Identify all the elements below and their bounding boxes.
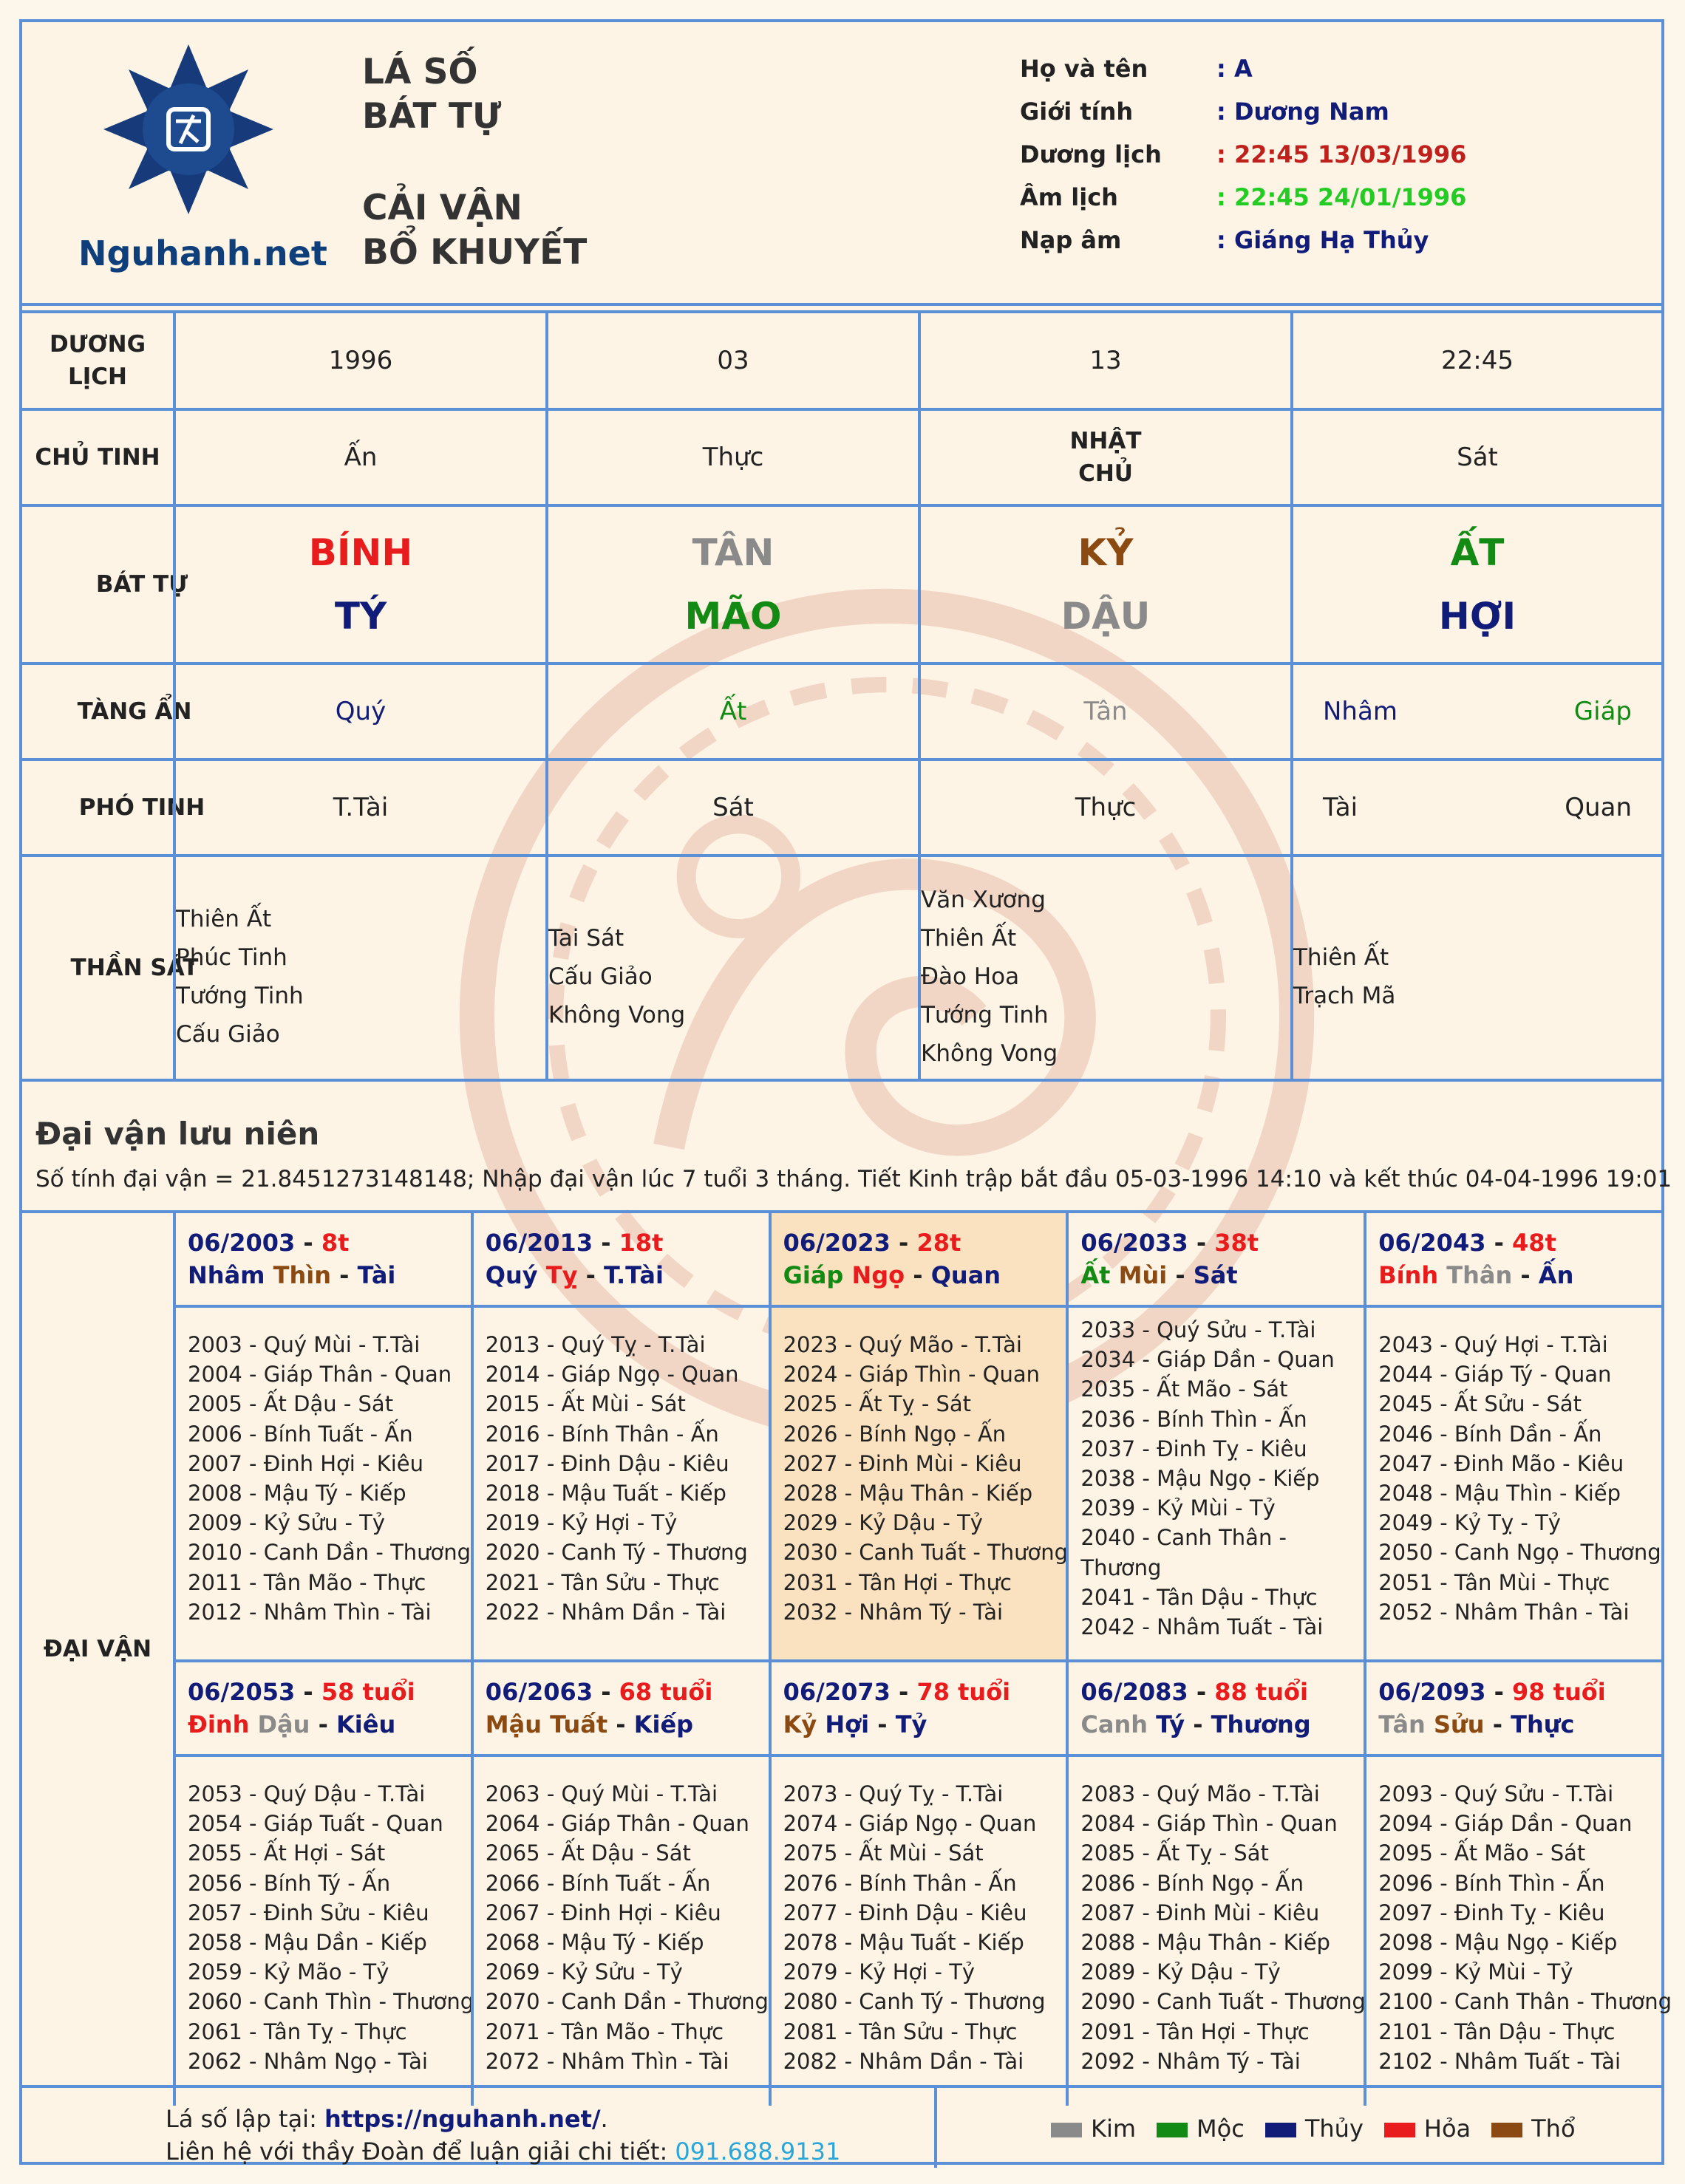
- year-entry: 2020 - Canh Tý - Thương: [485, 1540, 748, 1566]
- spirit-star: Tướng Tinh: [921, 1002, 1049, 1028]
- month-pillar-cell: 03: [545, 313, 918, 408]
- sub-star: Tài: [1323, 793, 1358, 822]
- spirit-star: Tướng Tinh: [176, 983, 304, 1009]
- year-entry: 2082 - Nhâm Dần - Tài: [783, 2048, 1024, 2074]
- dai-van-period: [769, 1213, 1069, 1659]
- period-god: Tài: [357, 1261, 396, 1289]
- year-entry: 2033 - Quý Sửu - T.Tài: [1080, 1317, 1316, 1342]
- period-date: 06/2073: [783, 1678, 891, 1706]
- spirit-star: Tai Sát: [548, 925, 624, 952]
- row-duong-lich: [22, 313, 1661, 411]
- spirit-star: Không Vong: [921, 1040, 1058, 1067]
- sub-star: Quan: [1565, 793, 1632, 822]
- period-age: 58 tuổi: [321, 1678, 415, 1706]
- info-value: : 22:45 24/01/1996: [1216, 183, 1467, 211]
- year-entry: 2024 - Giáp Thìn - Quan: [783, 1362, 1041, 1388]
- year-entry: 2062 - Nhâm Ngọ - Tài: [188, 2048, 428, 2074]
- year-entry: 2034 - Giáp Dần - Quan: [1080, 1347, 1335, 1373]
- year-entry: 2087 - Đinh Mùi - Kiêu: [1080, 1900, 1320, 1925]
- hidden-stem: Giáp: [1573, 697, 1632, 726]
- hidden-stem-cell: Tân: [918, 665, 1290, 758]
- year-entry: 2092 - Nhâm Tý - Tài: [1080, 2048, 1301, 2074]
- year-entry: 2040 - Canh Thân -: [1080, 1525, 1287, 1551]
- year-entry: 2013 - Quý Tỵ - T.Tài: [485, 1332, 706, 1357]
- hour-pillar-cell: 22:45: [1290, 313, 1661, 408]
- tho-swatch-icon: [1491, 2123, 1522, 2137]
- legend-label: Thủy: [1304, 2115, 1364, 2143]
- day-pillar-chars: [918, 507, 1290, 662]
- year-entry: 2089 - Kỷ Dậu - Tỷ: [1080, 1959, 1281, 1985]
- year-entry: 2014 - Giáp Ngọ - Quan: [485, 1362, 739, 1388]
- divider: [22, 1079, 1661, 1082]
- year-entry: 2003 - Quý Mùi - T.Tài: [188, 1332, 421, 1357]
- year-entry: 2007 - Đinh Hợi - Kiêu: [188, 1450, 424, 1476]
- year-entry: 2005 - Ất Dậu - Sát: [188, 1391, 394, 1417]
- year-entry: 2079 - Kỷ Hợi - Tỷ: [783, 1959, 976, 1985]
- spirit-star: Thiên Ất: [176, 906, 272, 932]
- period-header: 06/2083 - 88 tuổi Canh Tý - Thương: [1069, 1662, 1364, 1757]
- legend-label: Thổ: [1531, 2115, 1576, 2143]
- period-date: 06/2043: [1378, 1229, 1486, 1257]
- year-entry: 2032 - Nhâm Tý - Tài: [783, 1599, 1004, 1625]
- row-bat-tu: [22, 507, 1661, 665]
- hidden-stem-cell: Ất: [545, 665, 918, 758]
- period-god: Quan: [930, 1261, 1001, 1289]
- period-god: Kiêu: [336, 1710, 396, 1738]
- year-entry: 2037 - Đinh Tỵ - Kiêu: [1080, 1436, 1307, 1461]
- period-years: [486, 1330, 748, 1627]
- spirit-star: Phúc Tinh: [176, 944, 287, 971]
- footer-divider: [934, 2088, 937, 2168]
- period-age: 28t: [916, 1229, 961, 1257]
- period-branch: Hợi: [825, 1710, 870, 1738]
- year-entry: 2088 - Mậu Thân - Kiếp: [1080, 1930, 1330, 1956]
- period-years: [1080, 1779, 1365, 2076]
- year-entry: 2072 - Nhâm Thìn - Tài: [485, 2048, 729, 2074]
- year-entry: Thương: [1080, 1555, 1162, 1580]
- year-entry: 2029 - Kỷ Dậu - Tỷ: [783, 1510, 983, 1536]
- legend-item-hoa: [1384, 2115, 1471, 2143]
- period-age: 68 tuổi: [619, 1678, 713, 1706]
- period-date: 06/2013: [485, 1229, 593, 1257]
- period-years: [486, 1779, 769, 2076]
- title-line-4: BỔ KHUYẾT: [362, 232, 588, 273]
- info-label: Giới tính: [1020, 98, 1134, 126]
- year-entry: 2056 - Bính Tý - Ấn: [188, 1870, 391, 1896]
- row-label: TÀNG ẨN: [77, 698, 192, 725]
- year-entry: 2015 - Ất Mùi - Sát: [485, 1391, 686, 1417]
- main-star-cell: Sát: [1290, 411, 1661, 504]
- year-entry: 2047 - Đinh Mão - Kiêu: [1378, 1450, 1624, 1476]
- dai-van-period: [173, 1662, 474, 2106]
- row-label: CHỦ TINH: [35, 444, 160, 471]
- year-entry: 2097 - Đinh Tỵ - Kiêu: [1378, 1900, 1605, 1925]
- period-date: 06/2083: [1080, 1678, 1188, 1706]
- year-entry: 2028 - Mậu Thân - Kiếp: [783, 1481, 1033, 1506]
- earthly-branch: TÝ: [334, 595, 387, 638]
- year-entry: 2036 - Bính Thìn - Ấn: [1080, 1406, 1307, 1432]
- title-line-2: BÁT TỰ: [362, 96, 502, 137]
- year-entry: 2006 - Bính Tuất - Ấn: [188, 1421, 413, 1447]
- dai-van-period: [1066, 1213, 1364, 1659]
- row-chu-tinh: [22, 411, 1661, 507]
- legend-item-tho: [1491, 2115, 1575, 2143]
- sub-star-cell: Sát: [545, 761, 918, 854]
- dai-van-period: [471, 1213, 769, 1659]
- day-pillar-cell: 13: [918, 313, 1290, 408]
- dai-van-period: [769, 1662, 1066, 2106]
- period-header: 06/2073 - 78 tuổi Kỷ Hợi - Tỷ: [772, 1662, 1066, 1757]
- year-entry: 2030 - Canh Tuất - Thương: [783, 1540, 1069, 1566]
- period-stem: Giáp: [783, 1261, 844, 1289]
- year-pillar-cell: 1996: [173, 313, 545, 408]
- sub-star-cell: Thực: [918, 761, 1290, 854]
- period-date: 06/2023: [783, 1229, 891, 1257]
- year-entry: 2031 - Tân Hợi - Thực: [783, 1569, 1012, 1595]
- row-label: DƯƠNG LỊCH: [49, 331, 146, 390]
- moc-swatch-icon: [1157, 2123, 1188, 2137]
- row-label: THẦN SÁT: [70, 955, 199, 981]
- year-entry: 2019 - Kỷ Hợi - Tỷ: [485, 1510, 678, 1536]
- year-entry: 2076 - Bính Thân - Ấn: [783, 1870, 1017, 1896]
- period-age: 78 tuổi: [916, 1678, 1011, 1706]
- period-years: [783, 1779, 1046, 2076]
- year-entry: 2022 - Nhâm Dần - Tài: [485, 1599, 726, 1625]
- year-entry: 2049 - Kỷ Tỵ - Tỷ: [1378, 1510, 1561, 1536]
- dai-van-period: [1066, 1662, 1364, 2106]
- year-entry: 2004 - Giáp Thân - Quan: [188, 1362, 452, 1388]
- title-line-3: CẢI VẬN: [362, 188, 522, 228]
- site-link[interactable]: https://nguhanh.net/: [324, 2105, 601, 2133]
- element-legend: [1051, 2115, 1576, 2143]
- phone-link[interactable]: 091.688.9131: [675, 2137, 841, 2166]
- year-entry: 2065 - Ất Dậu - Sát: [485, 1840, 691, 1866]
- year-entry: 2027 - Đinh Mùi - Kiêu: [783, 1450, 1022, 1476]
- period-years: [1080, 1315, 1334, 1642]
- year-entry: 2042 - Nhâm Tuất - Tài: [1080, 1614, 1324, 1640]
- dai-van-period: [1364, 1662, 1672, 2106]
- period-years: [1378, 1330, 1661, 1627]
- year-entry: 2073 - Quý Tỵ - T.Tài: [783, 1781, 1004, 1806]
- period-stem: Kỷ: [783, 1710, 817, 1738]
- info-value: : Giáng Hạ Thủy: [1216, 226, 1429, 254]
- kim-swatch-icon: [1051, 2123, 1082, 2137]
- period-stem: Nhâm: [188, 1261, 265, 1289]
- year-entry: 2017 - Đinh Dậu - Kiêu: [485, 1450, 729, 1476]
- period-branch: Tỵ: [545, 1261, 578, 1289]
- year-entry: 2083 - Quý Mão - T.Tài: [1080, 1781, 1320, 1806]
- spirit-star: Trạch Mã: [1293, 983, 1396, 1009]
- main-star-cell: Thực: [545, 411, 918, 504]
- period-branch: Tý: [1156, 1710, 1185, 1738]
- info-label: Âm lịch: [1020, 183, 1118, 211]
- year-entry: 2071 - Tân Mão - Thực: [485, 2019, 724, 2044]
- period-god: T.Tài: [604, 1261, 664, 1289]
- footer-text: [166, 2103, 840, 2168]
- year-entry: 2098 - Mậu Ngọ - Kiếp: [1378, 1930, 1618, 1956]
- year-entry: 2060 - Canh Thìn - Thương: [188, 1989, 474, 2015]
- period-stem: Ất: [1080, 1261, 1111, 1289]
- year-entry: 2043 - Quý Hợi - T.Tài: [1378, 1332, 1608, 1357]
- period-header: 06/2013 - 18t Quý Tỵ - T.Tài: [474, 1213, 769, 1308]
- site-name: Nguhanh.net: [78, 233, 327, 273]
- year-entry: 2094 - Giáp Dần - Quan: [1378, 1811, 1633, 1837]
- sub-star-cell: [1290, 761, 1661, 854]
- row-than-sat: [22, 857, 1661, 1079]
- footer: [22, 2088, 1661, 2168]
- day-master-cell: NHẬT CHỦ: [918, 411, 1290, 504]
- year-entry: 2085 - Ất Tỵ - Sát: [1080, 1840, 1269, 1866]
- year-entry: 2050 - Canh Ngọ - Thương: [1378, 1540, 1661, 1566]
- dai-van-period: [173, 1213, 471, 1659]
- info-value: : A: [1216, 55, 1253, 83]
- year-entry: 2077 - Đinh Dậu - Kiêu: [783, 1900, 1027, 1925]
- year-entry: 2064 - Giáp Thân - Quan: [485, 1811, 749, 1837]
- period-branch: Thìn: [273, 1261, 331, 1289]
- hidden-stem-cell: [1290, 665, 1661, 758]
- period-years: [188, 1779, 474, 2076]
- year-entry: 2095 - Ất Mão - Sát: [1378, 1840, 1586, 1866]
- period-stem: Canh: [1080, 1710, 1148, 1738]
- period-date: 06/2003: [188, 1229, 296, 1257]
- period-branch: Sửu: [1433, 1710, 1485, 1738]
- year-entry: 2101 - Tân Dậu - Thực: [1378, 2019, 1616, 2044]
- year-entry: 2039 - Kỷ Mùi - Tỷ: [1080, 1495, 1276, 1521]
- year-entry: 2026 - Bính Ngọ - Ấn: [783, 1421, 1007, 1447]
- earthly-branch: MÃO: [684, 595, 782, 638]
- row-pho-tinh: [22, 761, 1661, 857]
- year-entry: 2096 - Bính Thìn - Ấn: [1378, 1870, 1605, 1896]
- period-stem: Đinh: [188, 1710, 250, 1738]
- legend-item-moc: [1157, 2115, 1245, 2143]
- year-entry: 2102 - Nhâm Tuất - Tài: [1378, 2048, 1621, 2074]
- year-entry: 2063 - Quý Mùi - T.Tài: [485, 1781, 718, 1806]
- period-header: 06/2053 - 58 tuổi Đinh Dậu - Kiêu: [176, 1662, 471, 1757]
- year-entry: 2048 - Mậu Thìn - Kiếp: [1378, 1481, 1621, 1506]
- legend-label: Hỏa: [1423, 2115, 1471, 2143]
- year-entry: 2058 - Mậu Dần - Kiếp: [188, 1930, 427, 1956]
- spirit-star: Không Vong: [548, 1002, 686, 1028]
- period-age: 18t: [619, 1229, 664, 1257]
- period-years: [188, 1330, 471, 1627]
- title-line-1: LÁ SỐ: [362, 52, 478, 92]
- legend-item-thuy: [1265, 2115, 1364, 2143]
- period-header: 06/2003 - 8t Nhâm Thìn - Tài: [176, 1213, 471, 1308]
- dai-van-label: ĐẠI VẬN: [43, 1636, 152, 1662]
- heavenly-stem: TÂN: [692, 531, 775, 574]
- row-label: PHÓ TINH: [78, 794, 205, 821]
- year-entry: 2070 - Canh Dần - Thương: [485, 1989, 769, 2015]
- year-entry: 2069 - Kỷ Sửu - Tỷ: [485, 1959, 683, 1985]
- period-god: Kiếp: [633, 1710, 694, 1738]
- period-age: 98 tuổi: [1512, 1678, 1606, 1706]
- info-label: Dương lịch: [1020, 140, 1162, 168]
- year-entry: 2081 - Tân Sửu - Thực: [783, 2019, 1018, 2044]
- year-entry: 2067 - Đinh Hợi - Kiêu: [485, 1900, 721, 1925]
- info-label: Nạp âm: [1020, 226, 1122, 254]
- legend-item-kim: [1051, 2115, 1136, 2143]
- year-entry: 2059 - Kỷ Mão - Tỷ: [188, 1959, 389, 1985]
- period-god: Ấn: [1538, 1261, 1574, 1289]
- year-entry: 2035 - Ất Mão - Sát: [1080, 1376, 1288, 1402]
- dai-van-row-divider: [173, 1659, 1661, 1662]
- info-value: : 22:45 13/03/1996: [1216, 140, 1467, 168]
- dai-van-period: [471, 1662, 769, 2106]
- chart-page: [19, 19, 1672, 2166]
- year-entry: 2021 - Tân Sửu - Thực: [485, 1569, 720, 1595]
- year-entry: 2061 - Tân Tỵ - Thực: [188, 2019, 407, 2044]
- period-branch: Thân: [1446, 1261, 1513, 1289]
- star-logo-icon: [103, 44, 273, 214]
- hoa-swatch-icon: [1384, 2123, 1415, 2137]
- year-entry: 2099 - Kỷ Mùi - Tỷ: [1378, 1959, 1573, 1985]
- info-label: Họ và tên: [1020, 55, 1148, 83]
- year-entry: 2023 - Quý Mão - T.Tài: [783, 1332, 1022, 1357]
- row-tang-an: [22, 665, 1661, 761]
- spirit-star: Đào Hoa: [921, 963, 1020, 990]
- period-stem: Quý: [485, 1261, 538, 1289]
- spirit-star: Thiên Ất: [1293, 944, 1389, 971]
- year-entry: 2016 - Bính Thân - Ấn: [485, 1421, 719, 1447]
- year-entry: 2068 - Mậu Tý - Kiếp: [485, 1930, 704, 1956]
- contact-label: Liên hệ với thầy Đoàn để luận giải chi tiết:: [166, 2137, 675, 2166]
- period-branch: Tuất: [550, 1710, 608, 1738]
- year-entry: 2086 - Bính Ngọ - Ấn: [1080, 1870, 1304, 1896]
- year-entry: 2018 - Mậu Tuất - Kiếp: [485, 1481, 726, 1506]
- spirit-star-cell: [173, 857, 545, 1079]
- year-entry: 2055 - Ất Hợi - Sát: [188, 1840, 386, 1866]
- period-header: 06/2063 - 68 tuổi Mậu Tuất - Kiếp: [474, 1662, 769, 1757]
- year-entry: 2074 - Giáp Ngọ - Quan: [783, 1811, 1037, 1837]
- year-entry: 2052 - Nhâm Thân - Tài: [1378, 1599, 1630, 1625]
- year-entry: 2041 - Tân Dậu - Thực: [1080, 1584, 1318, 1610]
- period-age: 8t: [321, 1229, 350, 1257]
- period-header: 06/2033 - 38t Ất Mùi - Sát: [1069, 1213, 1364, 1308]
- period: .: [600, 2105, 608, 2133]
- year-entry: 2078 - Mậu Tuất - Kiếp: [783, 1930, 1024, 1956]
- year-entry: 2046 - Bính Dần - Ấn: [1378, 1421, 1602, 1447]
- row-label: BÁT TỰ: [95, 571, 188, 598]
- period-age: 88 tuổi: [1214, 1678, 1308, 1706]
- year-entry: 2091 - Tân Hợi - Thực: [1080, 2019, 1310, 2044]
- year-entry: 2100 - Canh Thân - Thương: [1378, 1989, 1672, 2015]
- heavenly-stem: ẤT: [1450, 531, 1505, 574]
- period-god: Thương: [1211, 1710, 1311, 1738]
- year-entry: 2010 - Canh Dần - Thương: [188, 1540, 472, 1566]
- period-stem: Bính: [1378, 1261, 1439, 1289]
- legend-label: Kim: [1091, 2115, 1137, 2143]
- period-years: [783, 1330, 1068, 1627]
- earthly-branch: HỢI: [1438, 595, 1516, 638]
- spirit-star: Cấu Giảo: [548, 963, 653, 990]
- made-at-label: Lá số lập tại:: [166, 2105, 325, 2133]
- year-entry: 2051 - Tân Mùi - Thực: [1378, 1569, 1610, 1595]
- year-entry: 2093 - Quý Sửu - T.Tài: [1378, 1781, 1614, 1806]
- sub-star-cell: T.Tài: [173, 761, 545, 854]
- spirit-star-cell: [1290, 857, 1661, 1079]
- year-entry: 2080 - Canh Tý - Thương: [783, 1989, 1046, 2015]
- earthly-branch: DẬU: [1061, 595, 1151, 638]
- year-entry: 2009 - Kỷ Sửu - Tỷ: [188, 1510, 386, 1536]
- year-entry: 2053 - Quý Dậu - T.Tài: [188, 1781, 426, 1806]
- info-value: : Dương Nam: [1216, 98, 1389, 126]
- spirit-star: Văn Xương: [921, 887, 1046, 913]
- spirit-star-cell: [545, 857, 918, 1079]
- year-entry: 2045 - Ất Sửu - Sát: [1378, 1391, 1582, 1417]
- period-god: Thực: [1511, 1710, 1575, 1738]
- year-entry: 2044 - Giáp Tý - Quan: [1378, 1362, 1612, 1388]
- dai-van-table: [22, 1210, 1672, 2088]
- chart-header: [22, 22, 1661, 306]
- year-entry: 2066 - Bính Tuất - Ấn: [485, 1870, 711, 1896]
- period-branch: Dậu: [257, 1710, 310, 1738]
- period-date: 06/2093: [1378, 1678, 1486, 1706]
- year-entry: 2075 - Ất Mùi - Sát: [783, 1840, 984, 1866]
- year-entry: 2025 - Ất Tỵ - Sát: [783, 1391, 972, 1417]
- year-entry: 2057 - Đinh Sửu - Kiêu: [188, 1900, 429, 1925]
- period-header: 06/2043 - 48t Bính Thân - Ấn: [1366, 1213, 1661, 1308]
- period-date: 06/2033: [1080, 1229, 1188, 1257]
- year-entry: 2038 - Mậu Ngọ - Kiếp: [1080, 1466, 1320, 1492]
- dai-van-title: Đại vận lưu niên: [35, 1116, 320, 1152]
- period-stem: Mậu: [485, 1710, 542, 1738]
- spirit-star-cell: [918, 857, 1290, 1079]
- heavenly-stem: BÍNH: [308, 531, 413, 574]
- year-entry: 2084 - Giáp Thìn - Quan: [1080, 1811, 1338, 1837]
- heavenly-stem: KỶ: [1078, 531, 1134, 574]
- thuy-swatch-icon: [1265, 2123, 1296, 2137]
- period-date: 06/2063: [485, 1678, 593, 1706]
- spirit-star: Cấu Giảo: [176, 1021, 280, 1048]
- hour-pillar-chars: [1290, 507, 1661, 662]
- month-pillar-chars: [545, 507, 918, 662]
- year-entry: 2090 - Canh Tuất - Thương: [1080, 1989, 1366, 2015]
- period-god: Tỷ: [895, 1710, 927, 1738]
- year-entry: 2012 - Nhâm Thìn - Tài: [188, 1599, 432, 1625]
- period-god: Sát: [1193, 1261, 1238, 1289]
- legend-label: Mộc: [1196, 2115, 1245, 2143]
- dai-van-period: [1364, 1213, 1661, 1659]
- year-entry: 2011 - Tân Mão - Thực: [188, 1569, 426, 1595]
- period-header: 06/2023 - 28t Giáp Ngọ - Quan: [772, 1213, 1066, 1308]
- spirit-star: Thiên Ất: [921, 925, 1017, 952]
- year-pillar-chars: [173, 507, 545, 662]
- period-header: 06/2093 - 98 tuổi Tân Sửu - Thực: [1366, 1662, 1661, 1757]
- period-age: 38t: [1214, 1229, 1259, 1257]
- period-date: 06/2053: [188, 1678, 296, 1706]
- period-branch: Mùi: [1118, 1261, 1168, 1289]
- period-branch: Ngọ: [851, 1261, 905, 1289]
- year-entry: 2008 - Mậu Tý - Kiếp: [188, 1481, 406, 1506]
- period-years: [1378, 1779, 1672, 2076]
- hidden-stem: Nhâm: [1323, 697, 1398, 726]
- hidden-stem-cell: Quý: [173, 665, 545, 758]
- period-age: 48t: [1512, 1229, 1556, 1257]
- dai-van-note: Số tính đại vận = 21.8451273148148; Nhập đại vận lúc 7 tuổi 3 tháng. Tiết Kinh trập bắt đầu 05-03-1996 14:10 và kết thúc 04-04-1996 19:01: [35, 1166, 1672, 1192]
- main-star-cell: Ấn: [173, 411, 545, 504]
- period-stem: Tân: [1378, 1710, 1426, 1738]
- year-entry: 2054 - Giáp Tuất - Quan: [188, 1811, 443, 1837]
